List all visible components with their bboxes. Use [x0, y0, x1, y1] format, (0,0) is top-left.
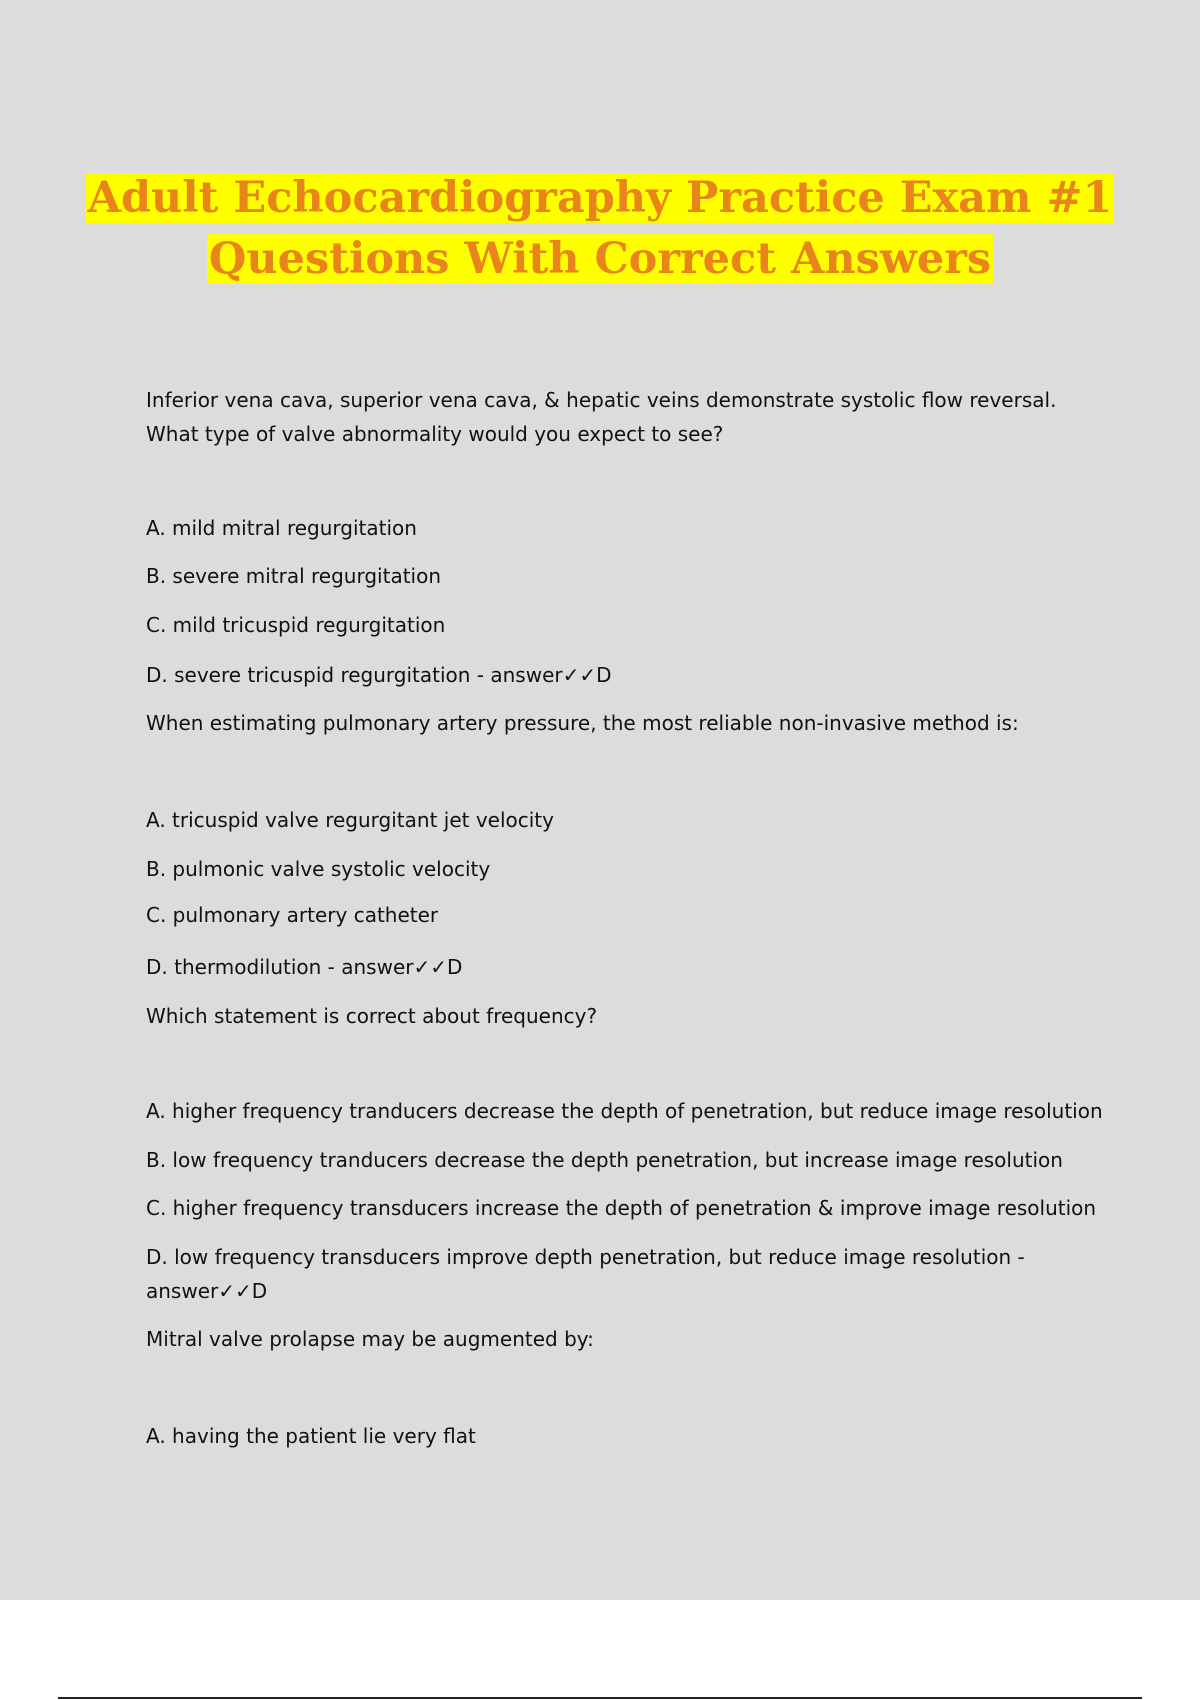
- title-line-1: Adult Echocardiography Practice Exam #1: [87, 173, 1113, 223]
- question-1-option-c: C. mild tricuspid regurgitation: [146, 613, 446, 637]
- question-1-option-d: D. severe tricuspid regurgitation - answer✓✓D: [146, 663, 612, 687]
- question-3-option-d: D. low frequency transducers improve depth penetration, but reduce image resolution - answer✓✓D: [146, 1245, 1025, 1303]
- question-2-option-a: A. tricuspid valve regurgitant jet velocity: [146, 808, 554, 832]
- question-1-option-a: A. mild mitral regurgitation: [146, 516, 417, 540]
- question-3-prompt: Which statement is correct about frequency?: [146, 1004, 598, 1028]
- footer-divider: [58, 1697, 1142, 1699]
- question-3-option-a: A. higher frequency tranducers decrease the depth of penetration, but reduce image resolution: [146, 1099, 1103, 1123]
- question-2-prompt: When estimating pulmonary artery pressure, the most reliable non-invasive method is:: [146, 711, 1019, 735]
- question-1-prompt: Inferior vena cava, superior vena cava, & hepatic veins demonstrate systolic flow reversal. What type of valve abnormality would you expect to see?: [146, 388, 1057, 446]
- title-line-2: Questions With Correct Answers: [208, 234, 992, 284]
- question-4-prompt: Mitral valve prolapse may be augmented by:: [146, 1327, 594, 1351]
- question-3-option-c: C. higher frequency transducers increase the depth of penetration & improve image resolution: [146, 1196, 1097, 1220]
- question-1-option-b: B. severe mitral regurgitation: [146, 564, 442, 588]
- question-2-option-c: C. pulmonary artery catheter: [146, 903, 439, 927]
- question-2-option-b: B. pulmonic valve systolic velocity: [146, 857, 491, 881]
- question-2-option-d: D. thermodilution - answer✓✓D: [146, 955, 463, 979]
- question-3-option-b: B. low frequency tranducers decrease the depth penetration, but increase image resolution: [146, 1148, 1063, 1172]
- document-title: [0, 168, 1200, 290]
- question-4-option-a: A. having the patient lie very flat: [146, 1424, 476, 1448]
